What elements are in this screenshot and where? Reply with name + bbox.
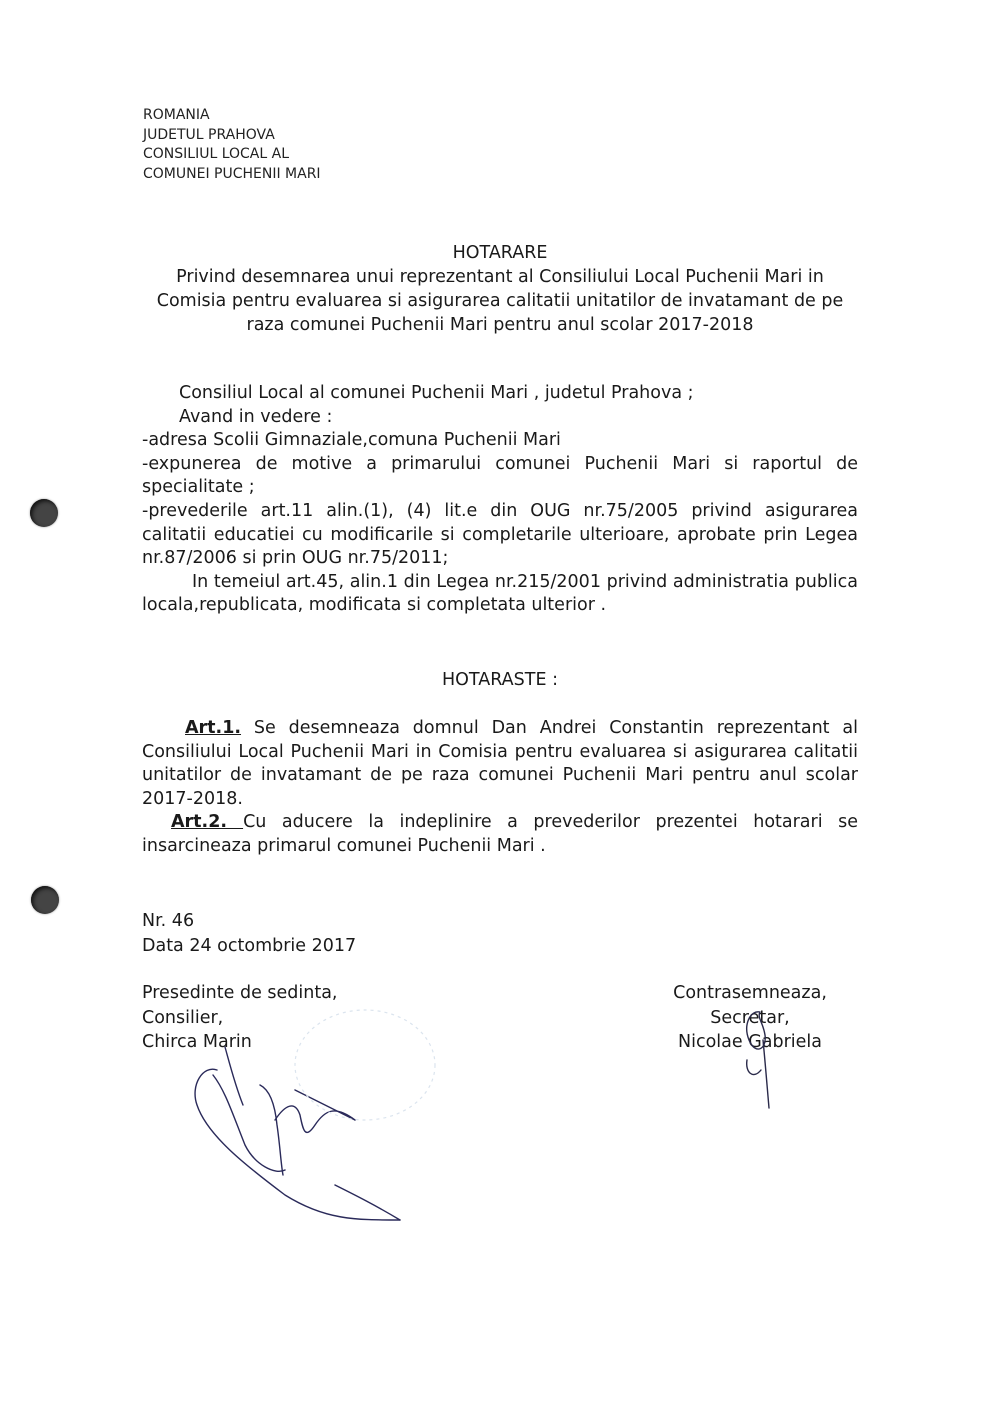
- document-title: [120, 241, 880, 337]
- header-country: ROMANIA: [143, 107, 210, 123]
- registration-date: Data 24 octombrie 2017: [142, 935, 357, 956]
- articles: [142, 717, 858, 859]
- article-1-text: Se desemneaza domnul Dan Andrei Constantin reprezentant al Consiliului Local Puchenii Mari in Comisia pentru evaluarea si asigurarea calitatii unitatilor de invatamant de pe raza comunei Puchenii Mari pentru anul scolar 2017-2018.: [142, 718, 858, 809]
- preamble-item-2: -expunerea de motive a primarului comunei Puchenii Mari si raportul de specialitate ;: [142, 453, 858, 498]
- article-2: [142, 811, 858, 858]
- preamble-intro: Consiliul Local al comunei Puchenii Mari , judetul Prahova ;: [179, 383, 694, 403]
- signatory-right-role: Contrasemneaza,: [673, 983, 827, 1003]
- stamp-icon: [290, 1005, 440, 1125]
- punch-hole-icon: [30, 499, 58, 527]
- article-2-text: Cu aducere la indeplinire a prevederilor prezentei hotarari se insarcineaza primarul comunei Puchenii Mari .: [142, 812, 858, 856]
- signatory-right-title: Secretar,: [710, 1007, 790, 1028]
- article-1: [142, 717, 858, 811]
- registration-number: Nr. 46: [142, 911, 195, 931]
- header-council: CONSILIUL LOCAL AL: [143, 146, 290, 162]
- right-signature-icon: [735, 1000, 795, 1115]
- signatory-right-name: Nicolae Gabriela: [678, 1032, 822, 1052]
- article-1-label: Art.1.: [185, 718, 242, 738]
- preamble-item-1: -adresa Scolii Gimnaziale,comuna Puchenii Mari: [142, 430, 561, 451]
- decision-heading: HOTARASTE :: [442, 670, 558, 690]
- signatory-left-name: Chirca Marin: [142, 1032, 252, 1052]
- title-line-1: Privind desemnarea unui reprezentant al Consiliului Local Puchenii Mari in: [176, 267, 824, 287]
- article-2-label: Art.2.: [171, 812, 244, 833]
- preamble-temei: In temeiul art.45, alin.1 din Legea nr.215/2001 privind administratia publica locala,republicata, modificata si completata ulterior .: [142, 571, 858, 616]
- signatory-left-title: Consilier,: [142, 1007, 224, 1028]
- issuer-header: [143, 106, 321, 184]
- registration: [142, 909, 356, 958]
- preamble: [142, 382, 858, 618]
- preamble-item-3: -prevederile art.11 alin.(1), (4) lit.e din OUG nr.75/2005 privind asigurarea calitatii educatiei cu modificarile si completarile ulterioare, aprobate prin Legea nr.87/2006 si prin OUG nr.75/2011;: [142, 500, 858, 569]
- title-line-2: Comisia pentru evaluarea si asigurarea calitatii unitatilor de invatamant de pe: [156, 291, 844, 311]
- title-line-3: raza comunei Puchenii Mari pentru anul scolar 2017-2018: [246, 315, 754, 335]
- header-county: JUDETUL PRAHOVA: [143, 126, 275, 143]
- punch-hole-icon: [31, 886, 59, 914]
- signatory-left-role: Presedinte de sedinta,: [142, 983, 338, 1003]
- title-main: HOTARARE: [452, 243, 548, 263]
- preamble-avand: Avand in vedere :: [179, 406, 333, 427]
- header-commune: COMUNEI PUCHENII MARI: [143, 165, 321, 182]
